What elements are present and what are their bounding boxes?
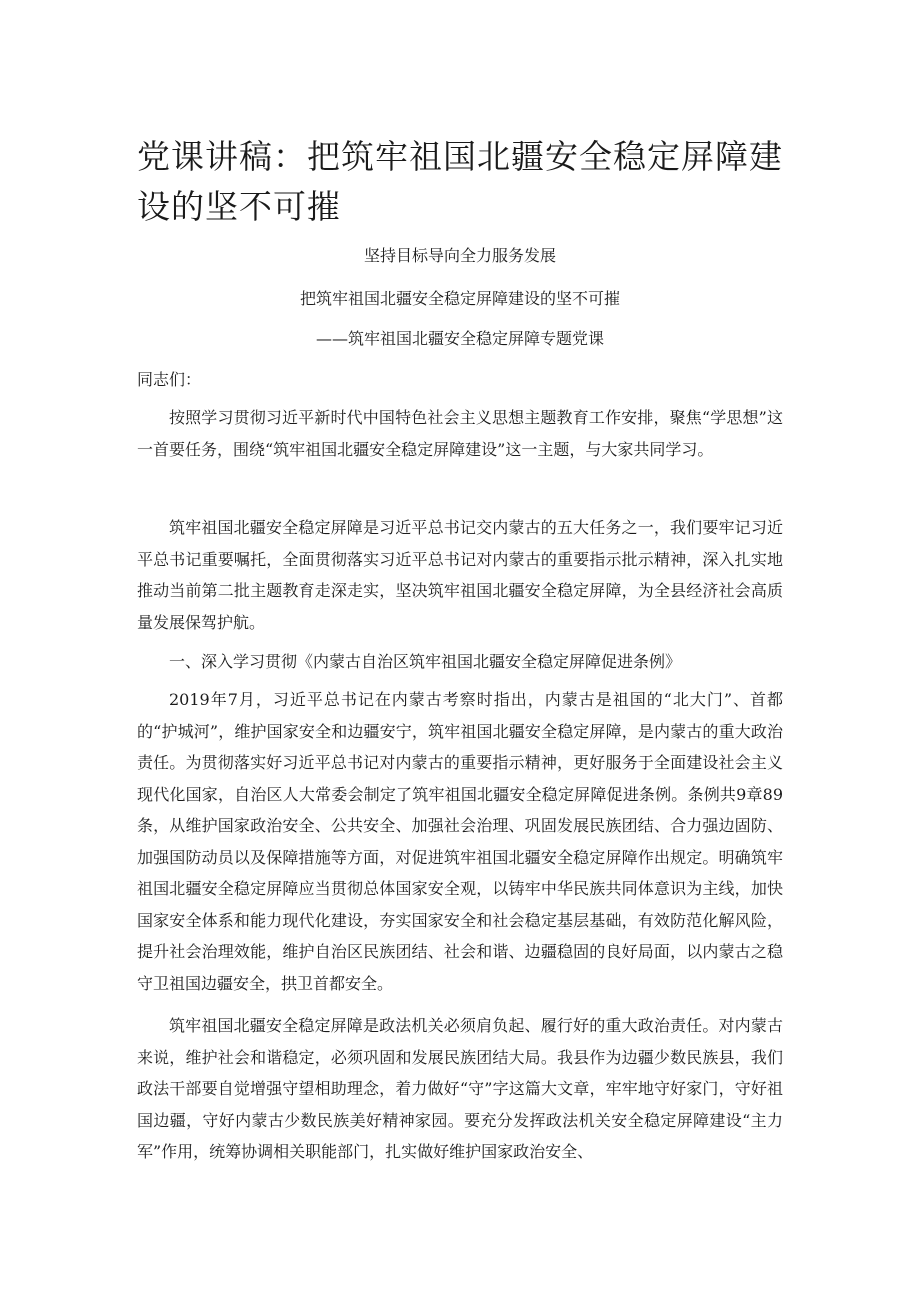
paragraph-3: 2019年7月，习近平总书记在内蒙古考察时指出，内蒙古是祖国的“北大门”、首都的“护城河”，维护国家安全和边疆安宁，筑牢祖国北疆安全稳定屏障，是内蒙古的重大政治责任。为贯彻落实好习近平总书记对内蒙古的重要指示精神，更好服务于全面建设社会主义现代化国家，自治区人大常委会制定了筑牢祖国北疆安全稳定屏障促进条例。条例共9章89条，从维护国家政治安全、公共安全、加强社会治理、巩固发展民族团结、合力强边固防、加强国防动员以及保障措施等方面，对促进筑牢祖国北疆安全稳定屏障作出规定。明确筑牢祖国北疆安全稳定屏障应当贯彻总体国家安全观，以铸牢中华民族共同体意识为主线，加快国家安全体系和能力现代化建设，夯实国家安全和社会稳定基层基础，有效防范化解风险，提升社会治理效能，维护自治区民族团结、社会和谐、边疆稳固的良好局面，以内蒙古之稳守卫祖国边疆安全，拱卫首都安全。 [137, 690, 783, 993]
paragraph-4: 筑牢祖国北疆安全稳定屏障是政法机关必须肩负起、履行好的重大政治责任。对内蒙古来说，维护社会和谐稳定，必须巩固和发展民族团结大局。我县作为边疆少数民族县，我们政法干部要自觉增强守望相助理念，着力做好“守”字这篇大文章，牢牢地守好家门，守好祖国边疆，守好内蒙古少数民族美好精神家园。要充分发挥政法机关安全稳定屏障建设“主力军”作用，统筹协调相关职能部门，扎实做好维护国家政治安全、 [137, 1016, 783, 1161]
salutation: 同志们： [137, 370, 202, 389]
document-title: 党课讲稿：把筑牢祖国北疆安全稳定屏障建设的坚不可摧 [137, 137, 783, 226]
paragraph-1: 按照学习贯彻习近平新时代中国特色社会主义思想主题教育工作安排，聚焦“学思想”这一首要任务，围绕“筑牢祖国北疆安全稳定屏障建设”这一主题，与大家共同学习。 [137, 408, 783, 459]
section-heading: 一、深入学习贯彻《内蒙古自治区筑牢祖国北疆安全稳定屏障促进条例》 [169, 652, 682, 671]
subtitle-1: 坚持目标导向全力服务发展 [363, 246, 556, 265]
paragraph-2: 筑牢祖国北疆安全稳定屏障是习近平总书记交内蒙古的五大任务之一，我们要牢记习近平总书记重要嘱托，全面贯彻落实习近平总书记对内蒙古的重要指示批示精神，深入扎实地推动当前第二批主题教育走深走实，坚决筑牢祖国北疆安全稳定屏障，为全县经济社会高质量发展保驾护航。 [137, 518, 783, 632]
subtitle-2: 把筑牢祖国北疆安全稳定屏障建设的坚不可摧 [299, 289, 620, 308]
subtitle-3: ——筑牢祖国北疆安全稳定屏障专题党课 [315, 329, 604, 348]
